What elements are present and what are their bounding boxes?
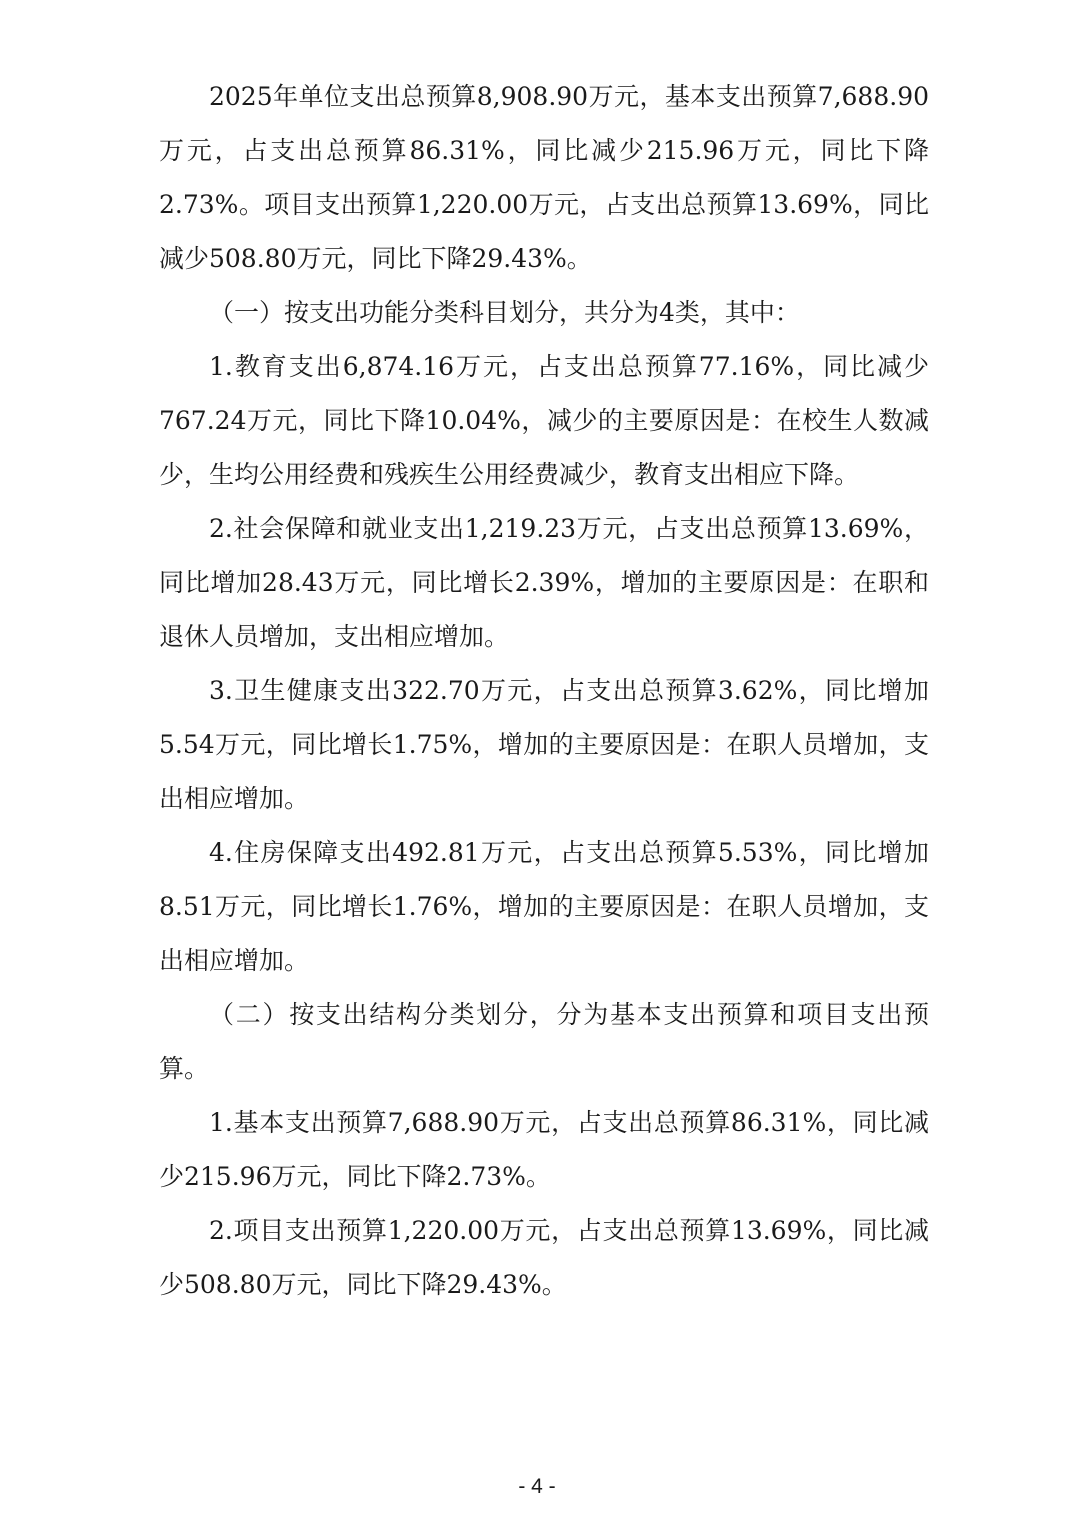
paragraph-project-expenditure: 2.项目支出预算1,220.00万元，占支出总预算13.69%，同比减少508.80万元，同比下降29.43%。: [159, 1216, 929, 1299]
paragraph-functional-classification-heading: （一）按支出功能分类科目划分，共分为4类，其中：: [209, 298, 800, 327]
paragraph-basic-expenditure: 1.基本支出预算7,688.90万元，占支出总预算86.31%，同比减少215.96万元，同比下降2.73%。: [159, 1108, 929, 1191]
paragraph-housing-expenditure: 4.住房保障支出492.81万元，占支出总预算5.53%，同比增加8.51万元，同比增长1.76%，增加的主要原因是：在职人员增加，支出相应增加。: [159, 838, 929, 975]
document-body: [159, 70, 929, 1312]
page-number: - 4 -: [518, 1475, 556, 1498]
paragraph-health-expenditure: 3.卫生健康支出322.70万元，占支出总预算3.62%，同比增加5.54万元，同比增长1.75%，增加的主要原因是：在职人员增加，支出相应增加。: [159, 676, 929, 813]
paragraph-structural-classification-heading: （二）按支出结构分类划分，分为基本支出预算和项目支出预算。: [159, 1000, 929, 1083]
paragraph-total-budget: 2025年单位支出总预算8,908.90万元，基本支出预算7,688.90万元，占支出总预算86.31%，同比减少215.96万元，同比下降2.73%。项目支出预算1,220.00万元，占支出总预算13.69%，同比减少508.80万元，同比下降29.43%。: [159, 82, 929, 273]
paragraph-education-expenditure: 1.教育支出6,874.16万元，占支出总预算77.16%，同比减少767.24万元，同比下降10.04%，减少的主要原因是：在校生人数减少，生均公用经费和残疾生公用经费减少，教育支出相应下降。: [159, 352, 929, 489]
paragraph-social-security-expenditure: 2.社会保障和就业支出1,219.23万元，占支出总预算13.69%，同比增加28.43万元，同比增长2.39%，增加的主要原因是：在职和退休人员增加，支出相应增加。: [159, 514, 929, 651]
